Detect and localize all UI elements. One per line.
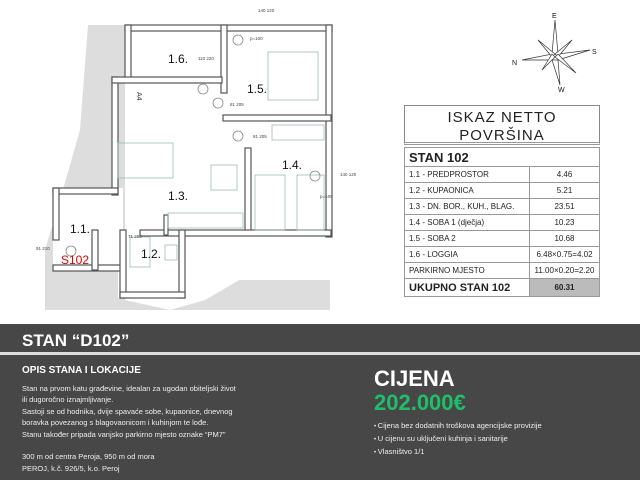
price-note: • Vlasništvo 1/1 [374,446,542,459]
room-name: 1.2 - KUPAONICA [405,183,530,199]
desc-line: ili dugoročno iznajmljivanje. [22,395,114,404]
area-table-title [404,105,600,145]
location-line: PEROJ, k.č. 926/5, k.o. Peroj [22,463,120,473]
area-value: 4.46 [530,167,600,183]
desc-line: boravka povezanog s blagovaonicom i kuhinjom te lođe. [22,418,209,427]
price-note: • Cijena bez dodatnih troškova agencijske provizije [374,420,542,433]
room-label-1-4: 1.4. [282,158,303,172]
dim-entrance: 91 210 [36,246,50,251]
description-heading: OPIS STANA I LOKACIJE [22,365,141,376]
compass-rose-icon [510,10,600,94]
desc-line: Stanu također pripada vanjsko parkirno mjesto oznake “PM7” [22,429,226,439]
room-label-1-3: 1.3. [168,189,189,203]
compass-n: N [512,60,518,67]
table-row [405,247,600,263]
room-name: 1.6 - LOGGIA [405,247,530,263]
room-label-1-6: 1.6. [168,52,189,66]
room-label-1-5: 1.5. [247,82,268,96]
area-value: 6.48×0.75=4.02 [530,247,600,263]
title-line-1: ISKAZ NETTO [447,109,557,126]
unit-title: STAN “D102” [0,324,640,355]
area-table [404,147,600,297]
price-value: 202.000€ [374,390,466,415]
desc-line: Sastoji se od hodnika, dvije spavaće sobe, kupaonice, dnevnog [22,406,233,416]
room-name: 1.3 - DN. BOR., KUH., BLAG. [405,199,530,215]
area-value: 5.21 [530,183,600,199]
dim-window-top: 140 120 [258,8,275,13]
dim-door-1-4: 81 205 [253,134,267,139]
table-heading: STAN 102 [405,148,600,167]
room-name: UKUPNO STAN 102 [405,279,530,297]
compass-e: E [552,13,557,20]
table-row [405,183,600,199]
compass-s: S [592,49,597,56]
area-value: 60.31 [530,279,600,297]
a4-label: A4 [135,92,142,101]
dim-window-1-4: 140 120 [340,172,357,177]
room-label-1-2: 1.2. [141,247,162,261]
location-line: 300 m od centra Peroja, 950 m od mora [22,452,155,461]
compass-w: W [558,87,565,94]
room-name: 1.1 - PREDPROSTOR [405,167,530,183]
description [22,365,236,474]
table-row [405,215,600,231]
room-name: 1.5 - SOBA 2 [405,231,530,247]
title-line-2: POVRŠINA [459,127,545,144]
unit-marker: S102 [61,253,90,267]
dim-window-1-5: p=100 [250,36,263,41]
dim-parapet: p=100 [320,194,333,199]
table-row [405,167,600,183]
room-name: 1.4 - SOBA 1 (dječja) [405,215,530,231]
area-value: 23.51 [530,199,600,215]
dim-loggia-door: 110 220 [198,56,214,61]
table-row [405,231,600,247]
table-row [405,199,600,215]
table-total-row [405,279,600,297]
info-panel [0,324,640,480]
price-heading: CIJENA [374,366,455,391]
area-value: 10.68 [530,231,600,247]
table-row [405,263,600,279]
room-name: PARKIRNO MJESTO [405,263,530,279]
floor-plan [0,0,400,320]
desc-line: Stan na prvom katu građevine, idealan za ugodan obiteljski život [22,383,236,393]
area-value: 11.00×0.20=2.20 [530,263,600,279]
area-value: 10.23 [530,215,600,231]
price-note: • U cijenu su uključeni kuhinja i sanitarije [374,433,542,446]
price-section [374,366,542,459]
dim-door-1-2: 71 205 [128,234,142,239]
dim-door-1-5: 81 205 [230,102,244,107]
room-label-1-1: 1.1. [70,222,91,236]
